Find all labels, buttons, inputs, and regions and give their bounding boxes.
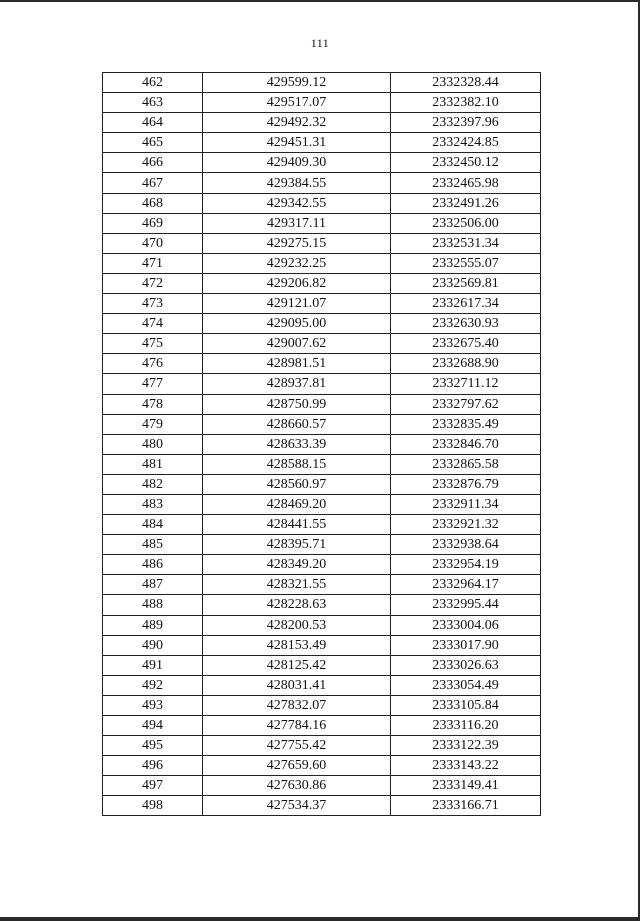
x-coordinate-cell: 428031.41 [203,675,391,695]
x-coordinate-cell: 429121.07 [203,294,391,314]
table-row [103,173,541,193]
table-row [103,655,541,675]
y-coordinate-cell: 2332397.96 [391,113,541,133]
x-coordinate-cell: 428660.57 [203,414,391,434]
table-row [103,675,541,695]
table-row [103,153,541,173]
point-id-cell: 487 [103,575,203,595]
x-coordinate-cell: 428395.71 [203,535,391,555]
x-coordinate-cell: 428937.81 [203,374,391,394]
y-coordinate-cell: 2332911.34 [391,494,541,514]
y-coordinate-cell: 2332491.26 [391,193,541,213]
point-id-cell: 498 [103,796,203,816]
y-coordinate-cell: 2332995.44 [391,595,541,615]
table-row [103,474,541,494]
x-coordinate-cell: 428981.51 [203,354,391,374]
point-id-cell: 494 [103,716,203,736]
x-coordinate-cell: 427659.60 [203,756,391,776]
point-id-cell: 482 [103,474,203,494]
y-coordinate-cell: 2332835.49 [391,414,541,434]
x-coordinate-cell: 429007.62 [203,334,391,354]
table-row [103,736,541,756]
table-row [103,273,541,293]
x-coordinate-cell: 428153.49 [203,635,391,655]
x-coordinate-cell: 429095.00 [203,314,391,334]
point-id-cell: 462 [103,73,203,93]
x-coordinate-cell: 428588.15 [203,454,391,474]
point-id-cell: 497 [103,776,203,796]
point-id-cell: 469 [103,213,203,233]
table-row [103,615,541,635]
point-id-cell: 463 [103,93,203,113]
point-id-cell: 464 [103,113,203,133]
coordinate-table [102,72,541,816]
table-row [103,314,541,334]
point-id-cell: 479 [103,414,203,434]
y-coordinate-cell: 2332921.32 [391,515,541,535]
x-coordinate-cell: 427534.37 [203,796,391,816]
table-row [103,354,541,374]
table-row [103,434,541,454]
x-coordinate-cell: 429232.25 [203,253,391,273]
table-row [103,575,541,595]
point-id-cell: 486 [103,555,203,575]
table-row [103,595,541,615]
x-coordinate-cell: 427630.86 [203,776,391,796]
table-row [103,193,541,213]
y-coordinate-cell: 2332675.40 [391,334,541,354]
table-row [103,233,541,253]
point-id-cell: 465 [103,133,203,153]
y-coordinate-cell: 2333143.22 [391,756,541,776]
y-coordinate-cell: 2332876.79 [391,474,541,494]
scan-border-bottom [0,917,640,921]
x-coordinate-cell: 428441.55 [203,515,391,535]
y-coordinate-cell: 2333166.71 [391,796,541,816]
y-coordinate-cell: 2333004.06 [391,615,541,635]
y-coordinate-cell: 2332506.00 [391,213,541,233]
x-coordinate-cell: 428469.20 [203,494,391,514]
x-coordinate-cell: 429599.12 [203,73,391,93]
table-row [103,334,541,354]
point-id-cell: 484 [103,515,203,535]
table-row [103,73,541,93]
y-coordinate-cell: 2332938.64 [391,535,541,555]
table-row [103,414,541,434]
x-coordinate-cell: 429384.55 [203,173,391,193]
table-row [103,515,541,535]
x-coordinate-cell: 428633.39 [203,434,391,454]
y-coordinate-cell: 2332328.44 [391,73,541,93]
y-coordinate-cell: 2332569.81 [391,273,541,293]
table-row [103,374,541,394]
y-coordinate-cell: 2332382.10 [391,93,541,113]
y-coordinate-cell: 2333149.41 [391,776,541,796]
point-id-cell: 468 [103,193,203,213]
table-row [103,294,541,314]
table-row [103,93,541,113]
table-row [103,635,541,655]
x-coordinate-cell: 428321.55 [203,575,391,595]
table-row [103,133,541,153]
x-coordinate-cell: 429317.11 [203,213,391,233]
scan-border-top [0,0,640,2]
y-coordinate-cell: 2332555.07 [391,253,541,273]
point-id-cell: 470 [103,233,203,253]
y-coordinate-cell: 2332617.34 [391,294,541,314]
y-coordinate-cell: 2332954.19 [391,555,541,575]
point-id-cell: 474 [103,314,203,334]
point-id-cell: 485 [103,535,203,555]
y-coordinate-cell: 2332465.98 [391,173,541,193]
table-row [103,454,541,474]
point-id-cell: 480 [103,434,203,454]
point-id-cell: 491 [103,655,203,675]
y-coordinate-cell: 2332846.70 [391,434,541,454]
y-coordinate-cell: 2332865.58 [391,454,541,474]
point-id-cell: 481 [103,454,203,474]
table-row [103,776,541,796]
point-id-cell: 488 [103,595,203,615]
y-coordinate-cell: 2332630.93 [391,314,541,334]
y-coordinate-cell: 2333122.39 [391,736,541,756]
point-id-cell: 493 [103,695,203,715]
y-coordinate-cell: 2332688.90 [391,354,541,374]
x-coordinate-cell: 428200.53 [203,615,391,635]
coordinate-table-container [102,72,540,816]
table-row [103,394,541,414]
table-row [103,535,541,555]
point-id-cell: 489 [103,615,203,635]
y-coordinate-cell: 2333026.63 [391,655,541,675]
x-coordinate-cell: 428228.63 [203,595,391,615]
point-id-cell: 483 [103,494,203,514]
y-coordinate-cell: 2332797.62 [391,394,541,414]
x-coordinate-cell: 427784.16 [203,716,391,736]
point-id-cell: 475 [103,334,203,354]
x-coordinate-cell: 429451.31 [203,133,391,153]
x-coordinate-cell: 429517.07 [203,93,391,113]
coordinate-table-body [103,73,541,816]
y-coordinate-cell: 2332964.17 [391,575,541,595]
point-id-cell: 467 [103,173,203,193]
table-row [103,695,541,715]
x-coordinate-cell: 429492.32 [203,113,391,133]
x-coordinate-cell: 429275.15 [203,233,391,253]
x-coordinate-cell: 429342.55 [203,193,391,213]
table-row [103,555,541,575]
y-coordinate-cell: 2333105.84 [391,695,541,715]
x-coordinate-cell: 428560.97 [203,474,391,494]
point-id-cell: 477 [103,374,203,394]
table-row [103,796,541,816]
y-coordinate-cell: 2332424.85 [391,133,541,153]
table-row [103,253,541,273]
x-coordinate-cell: 429409.30 [203,153,391,173]
point-id-cell: 495 [103,736,203,756]
point-id-cell: 496 [103,756,203,776]
point-id-cell: 466 [103,153,203,173]
x-coordinate-cell: 428125.42 [203,655,391,675]
x-coordinate-cell: 427755.42 [203,736,391,756]
table-row [103,756,541,776]
point-id-cell: 476 [103,354,203,374]
table-row [103,213,541,233]
point-id-cell: 478 [103,394,203,414]
y-coordinate-cell: 2332711.12 [391,374,541,394]
y-coordinate-cell: 2332531.34 [391,233,541,253]
table-row [103,494,541,514]
point-id-cell: 492 [103,675,203,695]
x-coordinate-cell: 427832.07 [203,695,391,715]
table-row [103,716,541,736]
y-coordinate-cell: 2333017.90 [391,635,541,655]
point-id-cell: 473 [103,294,203,314]
table-row [103,113,541,133]
y-coordinate-cell: 2333116.20 [391,716,541,736]
x-coordinate-cell: 429206.82 [203,273,391,293]
point-id-cell: 472 [103,273,203,293]
point-id-cell: 490 [103,635,203,655]
x-coordinate-cell: 428349.20 [203,555,391,575]
y-coordinate-cell: 2332450.12 [391,153,541,173]
x-coordinate-cell: 428750.99 [203,394,391,414]
page-number: 111 [310,36,330,50]
point-id-cell: 471 [103,253,203,273]
y-coordinate-cell: 2333054.49 [391,675,541,695]
